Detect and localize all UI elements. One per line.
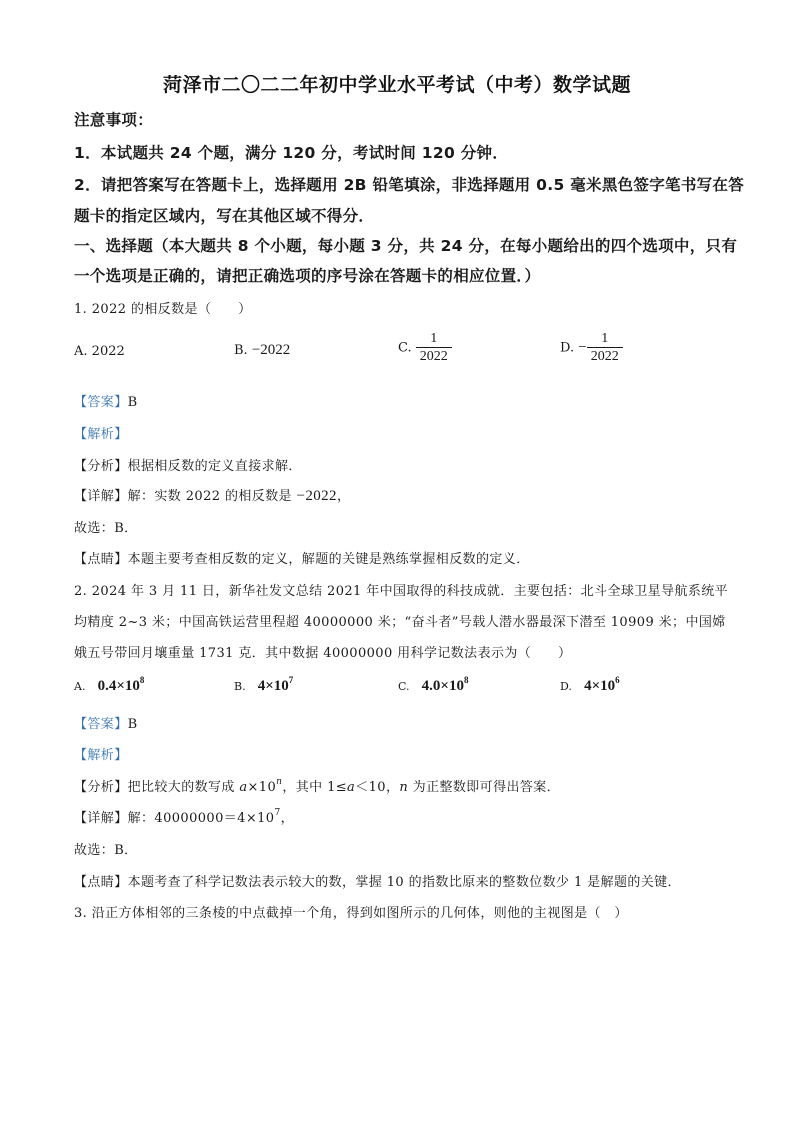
dianjing-tag: 【点睛】	[74, 875, 128, 890]
option-value: $4.0\times 10^8$	[421, 675, 469, 694]
q1-dianjing	[74, 548, 734, 567]
q2-option-c	[398, 675, 469, 695]
q2-analysis-tag: 【解析】	[74, 748, 128, 763]
answer-tag: 【答案】	[74, 395, 128, 410]
option-value: $0.4\times 10^8$	[97, 675, 145, 694]
option-value: −2022	[251, 342, 291, 358]
q1-option-a	[74, 344, 125, 359]
minus-sign: −	[578, 339, 587, 356]
q2-option-d	[560, 675, 620, 695]
q1-guxuan: 故选：B．	[74, 521, 138, 536]
option-value: $4\times 10^7$	[257, 675, 294, 694]
option-label: D.	[560, 340, 575, 356]
q1-analysis-tag: 【解析】	[74, 427, 128, 442]
option-label: A.	[74, 344, 88, 359]
q2-guxuan: 故选：B．	[74, 843, 138, 858]
xiangjie-post: ，	[336, 489, 351, 504]
notice-item-2-line1: 2．请把答案写在答题卡上，选择题用 2B 铅笔填涂，非选择题用 0.5 毫米黑色签字笔书写在答	[74, 176, 745, 194]
q2-xiangjie: 【详解】解：$40000000=4\times 10^7$，	[74, 808, 295, 826]
fraction	[587, 331, 623, 365]
fenxi-tag: 【分析】	[74, 459, 128, 474]
q2-stem-line1: 2. 2024 年 3 月 11 日，新华社发文总结 2021 年中国取得的科技成就．主要包括：北斗全球卫星导航系统平	[74, 584, 729, 599]
q2-option-b	[234, 675, 294, 695]
xiangjie-math: −2022	[296, 488, 337, 504]
numerator: 1	[430, 331, 438, 346]
fenxi-tag: 【分析】	[74, 780, 128, 795]
q2-answer	[74, 713, 734, 732]
option-value: $4\times 10^6$	[584, 675, 620, 694]
notice-heading: 注意事项：	[74, 111, 154, 129]
q3-stem: 3. 沿正方体相邻的三条棱的中点截掉一个角，得到如图所示的几何体，则他的主视图是（ ）	[74, 906, 628, 921]
option-label: A.	[74, 680, 86, 693]
denominator: 2022	[587, 347, 623, 365]
q2-dianjing	[74, 871, 734, 890]
fraction	[416, 331, 452, 365]
notice-item-1: 1．本试题共 24 个题，满分 120 分，考试时间 120 分钟．	[74, 144, 509, 162]
option-label: C.	[398, 340, 412, 356]
q2-option-a	[74, 675, 145, 695]
notice-item-2-line2: 题卡的指定区域内，写在其他区域不得分．	[74, 207, 375, 225]
dianjing-tag: 【点睛】	[74, 552, 128, 567]
answer-value: B	[127, 717, 138, 732]
option-label: D.	[560, 680, 572, 693]
dianjing-text: 本题主要考查相反数的定义，解题的关键是熟练掌握相反数的定义．	[127, 552, 530, 567]
option-label: B.	[234, 680, 246, 693]
q1-stem: 1. 2022 的相反数是（ ）	[74, 302, 252, 317]
xiangjie-text: 解：实数 2022 的相反数是	[127, 489, 297, 504]
section-heading-line1: 一、选择题（本大题共 8 个小题，每小题 3 分，共 24 分，在每小题给出的四个选项中，只有	[74, 237, 738, 255]
answer-tag: 【答案】	[74, 717, 128, 732]
q2-fenxi: 【分析】把比较大的数写成 $a\times 10^n$，其中 1≤a＜10，n 为正整数即可得出答案．	[74, 777, 561, 795]
denominator: 2022	[416, 347, 452, 365]
q1-option-b	[234, 342, 290, 359]
dianjing-text: 本题考查了科学记数法表示较大的数，掌握 10 的指数比原来的整数位数少 1 是解题的关键．	[127, 875, 681, 890]
answer-value: B	[127, 395, 138, 410]
xiangjie-tag: 【详解】	[74, 811, 128, 826]
q1-option-c	[398, 331, 452, 365]
q1-xiangjie	[74, 485, 734, 505]
numerator: 1	[601, 331, 609, 346]
option-label: B.	[234, 343, 248, 358]
option-value: 2022	[91, 344, 125, 359]
q2-stem-line2: 均精度 2~3 米；中国高铁运营里程超 40000000 米；“奋斗者”号载人潜水器最深下潜至 10909 米；中国嫦	[74, 615, 726, 630]
q2-stem-line3: 娥五号带回月壤重量 1731 克．其中数据 40000000 用科学记数法表示为（ ）	[74, 646, 572, 661]
option-label: C.	[398, 680, 410, 693]
page-title: 菏泽市二〇二二年初中学业水平考试（中考）数学试题	[162, 74, 631, 96]
q1-fenxi	[74, 455, 734, 474]
xiangjie-tag: 【详解】	[74, 489, 128, 504]
fenxi-text: 根据相反数的定义直接求解．	[127, 459, 302, 474]
q1-answer	[74, 391, 734, 410]
q1-option-d	[560, 331, 623, 365]
section-heading-line2: 一个选项是正确的，请把正确选项的序号涂在答题卡的相应位置．）	[74, 267, 541, 285]
